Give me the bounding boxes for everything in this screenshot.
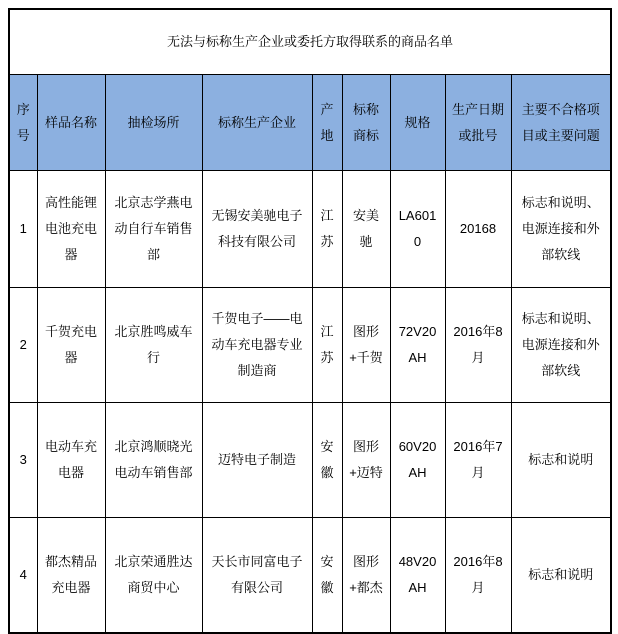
cell-labeled-manufacturer: 迈特电子制造 bbox=[202, 403, 312, 518]
cell-labeled-manufacturer: 无锡安美驰电子科技有限公司 bbox=[202, 171, 312, 288]
cell-origin: 安徽 bbox=[312, 518, 342, 634]
cell-production-date: 2016年8月 bbox=[445, 288, 511, 403]
table-row bbox=[9, 403, 611, 518]
table-row bbox=[9, 288, 611, 403]
cell-spec: 72V20AH bbox=[390, 288, 445, 403]
cell-sample-name: 千贺充电器 bbox=[37, 288, 105, 403]
cell-main-problems: 标志和说明 bbox=[511, 518, 611, 634]
column-header-labeled-manufacturer: 标称生产企业 bbox=[202, 75, 312, 171]
cell-no: 4 bbox=[9, 518, 37, 634]
cell-main-problems: 标志和说明、电源连接和外部软线 bbox=[511, 288, 611, 403]
cell-main-problems: 标志和说明、电源连接和外部软线 bbox=[511, 171, 611, 288]
cell-origin: 江苏 bbox=[312, 171, 342, 288]
column-header-sample-name: 样品名称 bbox=[37, 75, 105, 171]
column-header-no: 序号 bbox=[9, 75, 37, 171]
cell-spec: 60V20AH bbox=[390, 403, 445, 518]
column-header-inspection-place: 抽检场所 bbox=[105, 75, 202, 171]
cell-labeled-brand: 图形+都杰 bbox=[342, 518, 390, 634]
cell-inspection-place: 北京胜鸣威车行 bbox=[105, 288, 202, 403]
cell-inspection-place: 北京鸿顺晓光电动车销售部 bbox=[105, 403, 202, 518]
cell-labeled-brand: 图形+迈特 bbox=[342, 403, 390, 518]
cell-no: 2 bbox=[9, 288, 37, 403]
cell-production-date: 2016年8月 bbox=[445, 518, 511, 634]
cell-production-date: 2016年7月 bbox=[445, 403, 511, 518]
cell-inspection-place: 北京志学燕电动自行车销售部 bbox=[105, 171, 202, 288]
cell-spec: 48V20AH bbox=[390, 518, 445, 634]
cell-no: 1 bbox=[9, 171, 37, 288]
cell-inspection-place: 北京荣通胜达商贸中心 bbox=[105, 518, 202, 634]
cell-spec: LA6010 bbox=[390, 171, 445, 288]
cell-labeled-manufacturer: 千贺电子——电动车充电器专业制造商 bbox=[202, 288, 312, 403]
cell-labeled-manufacturer: 天长市同富电子有限公司 bbox=[202, 518, 312, 634]
table-row bbox=[9, 518, 611, 634]
table-title-row bbox=[9, 9, 611, 75]
column-header-origin: 产地 bbox=[312, 75, 342, 171]
column-header-spec: 规格 bbox=[390, 75, 445, 171]
cell-sample-name: 都杰精品充电器 bbox=[37, 518, 105, 634]
table-title: 无法与标称生产企业或委托方取得联系的商品名单 bbox=[9, 9, 611, 75]
cell-no: 3 bbox=[9, 403, 37, 518]
cell-labeled-brand: 图形+千贺 bbox=[342, 288, 390, 403]
column-header-labeled-brand: 标称商标 bbox=[342, 75, 390, 171]
products-table bbox=[8, 8, 612, 634]
cell-sample-name: 电动车充电器 bbox=[37, 403, 105, 518]
column-header-main-problems: 主要不合格项目或主要问题 bbox=[511, 75, 611, 171]
cell-sample-name: 高性能锂电池充电器 bbox=[37, 171, 105, 288]
cell-origin: 安徽 bbox=[312, 403, 342, 518]
cell-labeled-brand: 安美驰 bbox=[342, 171, 390, 288]
table-header-row bbox=[9, 75, 611, 171]
column-header-production-date: 生产日期或批号 bbox=[445, 75, 511, 171]
cell-production-date: 20168 bbox=[445, 171, 511, 288]
table-row bbox=[9, 171, 611, 288]
cell-origin: 江苏 bbox=[312, 288, 342, 403]
cell-main-problems: 标志和说明 bbox=[511, 403, 611, 518]
